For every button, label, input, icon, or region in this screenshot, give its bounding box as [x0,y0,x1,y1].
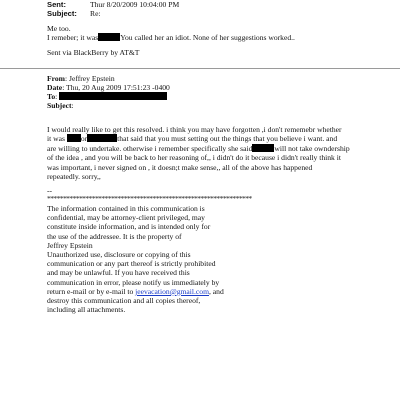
notice-return-text: return e-mail or by e-mail to [47,286,136,296]
body-line-6: repeatedly. sorry,, [47,172,101,182]
body-line-3 [47,144,387,153]
original-date-row [47,83,170,92]
notice-line: and may be unlawful. If you have received this [47,268,190,278]
body-line-3-start: are willing to undertake. otherwise i remember specifically she said [47,143,253,153]
body-line-5: was important, i never signed on , it doesn;t make sense,, all of the above has happened [47,162,313,172]
subject-label: Subject: [47,9,77,18]
redaction-box [98,33,120,41]
original-subject-label: Subject [47,101,72,110]
original-from-row [47,74,115,83]
body-line-3-end: will not take owndership [274,143,350,153]
body-line-4: of the idea , and you will be back to her reasoning of,, i didn't do it because i didn't really think it [47,153,341,163]
original-subject-row [47,101,74,110]
redaction-box [59,92,167,100]
reply-signature: Sent via BlackBerry by AT&T [47,48,140,57]
separator-line [0,68,400,69]
confidentiality-notice [47,204,297,314]
notice-line-email [47,287,297,296]
body-line-2-end: that said that you must setting out the things that you believe i want. and [117,134,338,144]
date-label: Date [47,83,63,92]
body-line-1: I would really like to get this resolved. i think you may have forgotten ,i don't rememebr whether [47,125,342,134]
redaction-box [252,144,274,152]
notice-line: communication or any part thereof is strictly prohibited [47,259,216,269]
notice-line: the use of the addressee. It is the property of [47,231,182,241]
message-body [47,125,387,181]
body-line-2-start: it was [47,134,65,144]
original-to-row [47,92,167,101]
sent-value: Thur 8/20/2009 10:04:00 PM [90,0,180,9]
body-line-2 [47,134,387,143]
notice-return-end: , and [208,286,224,296]
sent-label: Sent: [47,0,66,9]
notice-line: constitute inside information, and is intended only for [47,222,211,232]
redaction-box [67,134,81,142]
to-label: To [47,92,56,101]
reply-line-2-start: I remeber; it was [47,33,99,42]
notice-line: Unauthorized use, disclosure or copying of this [47,250,191,260]
notice-line: destroy this communication and all copies thereof, [47,296,201,306]
email-link[interactable]: jeevacation@gmail.com [135,286,209,296]
subject-value: Re: [90,9,101,18]
star-divider: **************************************************************** [47,194,252,203]
from-label: From [47,74,65,83]
from-value: : Jeffrey Epstein [65,74,115,83]
subject-row [47,9,101,18]
original-subject-value: : [71,101,74,110]
to-value: : [55,92,60,101]
sent-row [47,0,179,9]
notice-line: communication in error, please notify us immediately by [47,277,220,287]
body-line-2-or: or [80,134,88,144]
redaction-box [87,134,117,142]
date-value: : Thu, 20 Aug 2009 17:51:23 -0400 [62,83,170,92]
signature-dashes: -- [47,186,53,195]
notice-line: including all attachments. [47,305,126,315]
notice-line: confidential, may be attorney-client privileged, may [47,213,205,223]
notice-line: The information contained in this communication is [47,204,205,213]
reply-line-1: Me too. [47,24,71,33]
reply-line-2 [47,33,295,42]
notice-line: Jeffrey Epstein [47,240,93,250]
reply-line-2-end: You called her an idiot. None of her suggestions worked.. [120,33,295,42]
